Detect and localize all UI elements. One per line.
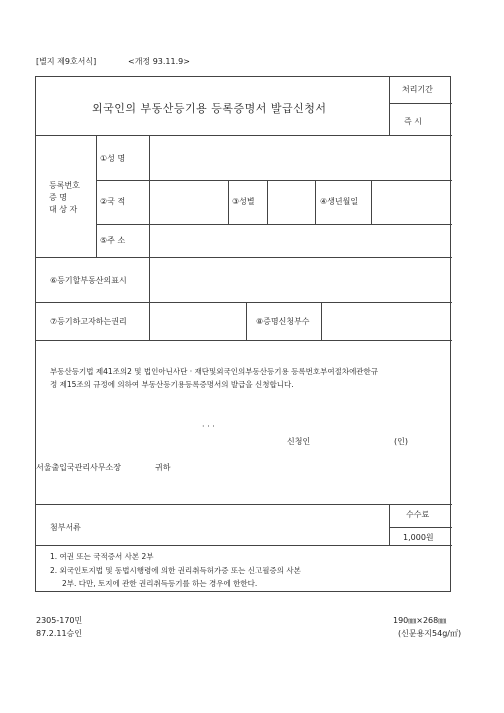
footer-approval: 87.2.11승인 — [36, 629, 82, 638]
nationality-label: ②국 적 — [100, 197, 126, 206]
vrule-processing — [389, 77, 390, 135]
attachment-item-2a: 2. 외국인토지법 및 동법시행령에 의한 권리취득허가증 또는 신고필증의 사본 — [50, 566, 301, 575]
birth-label: ④생년월일 — [320, 197, 359, 206]
addressee-honorific: 귀하 — [155, 463, 171, 472]
right-label: ⑦등기하고자하는권리 — [50, 317, 127, 326]
address-value[interactable] — [150, 225, 451, 256]
fee-value: 1,000원 — [403, 533, 434, 542]
statement-line-1: 부동산등기법 제41조의2 및 법인아닌사단 · 재단및외국인의부동산등기용 등록번호부여절차에관한규 — [50, 367, 379, 376]
rule-fee — [389, 527, 452, 528]
sex-value[interactable] — [268, 181, 314, 223]
vrule-birth-left — [315, 180, 316, 224]
nationality-value[interactable] — [150, 181, 227, 223]
address-label: ⑤주 소 — [100, 236, 126, 245]
vrule-subject-label — [96, 135, 97, 257]
copies-value[interactable] — [322, 303, 451, 339]
rule-attach — [36, 545, 452, 546]
application-form — [35, 76, 451, 592]
birth-value[interactable] — [372, 181, 451, 223]
form-title: 외국인의 부동산등기용 등록증명서 발급신청서 — [92, 102, 327, 115]
subject-label-3: 대 상 자 — [49, 205, 78, 214]
name-value[interactable] — [150, 136, 451, 179]
vrule-sex-left — [228, 180, 229, 224]
attachment-item-2b: 2부. 다만, 토지에 관한 권리취득등기를 하는 경우에 한한다. — [62, 579, 258, 588]
rule-right — [36, 340, 452, 341]
footer-paper: (신문용지54g/㎡) — [398, 629, 462, 638]
name-label: ①성 명 — [100, 154, 126, 163]
applicant-label: 신청인 — [287, 437, 311, 446]
fee-label: 수수료 — [406, 510, 430, 519]
footer-code: 2305-170민 — [36, 616, 83, 625]
sex-label: ③성별 — [232, 197, 255, 206]
right-value[interactable] — [150, 303, 245, 339]
form-number: [별지 제9호서식] — [36, 57, 97, 66]
vrule-copies-left — [246, 302, 247, 340]
addressee: 서울출입국관리사무소장 — [36, 463, 122, 472]
attachments-label: 첨부서류 — [50, 523, 81, 532]
revision-note: <개정 93.11.9> — [128, 57, 190, 66]
processing-value: 즉 시 — [404, 117, 422, 126]
footer-size: 190㎜×268㎜ — [393, 616, 447, 625]
rule-processing — [389, 103, 452, 104]
date-dots: · · · — [202, 422, 215, 431]
processing-label: 처리기간 — [402, 85, 433, 94]
subject-label-1: 등록번호 — [49, 181, 80, 190]
copies-label: ⑧증명신청부수 — [256, 317, 310, 326]
attachment-item-1: 1. 여권 또는 국적증서 사본 2부 — [50, 552, 154, 561]
vrule-fee — [389, 504, 390, 545]
property-label: ⑥등기할부동산의표시 — [50, 276, 127, 285]
property-value[interactable] — [150, 258, 451, 301]
subject-label-2: 증 명 — [49, 193, 67, 202]
statement-line-2: 정 제15조의 규정에 의하여 부동산등기용등록증명서의 발급을 신청합니다. — [50, 380, 294, 389]
seal-mark: (인) — [394, 437, 408, 446]
